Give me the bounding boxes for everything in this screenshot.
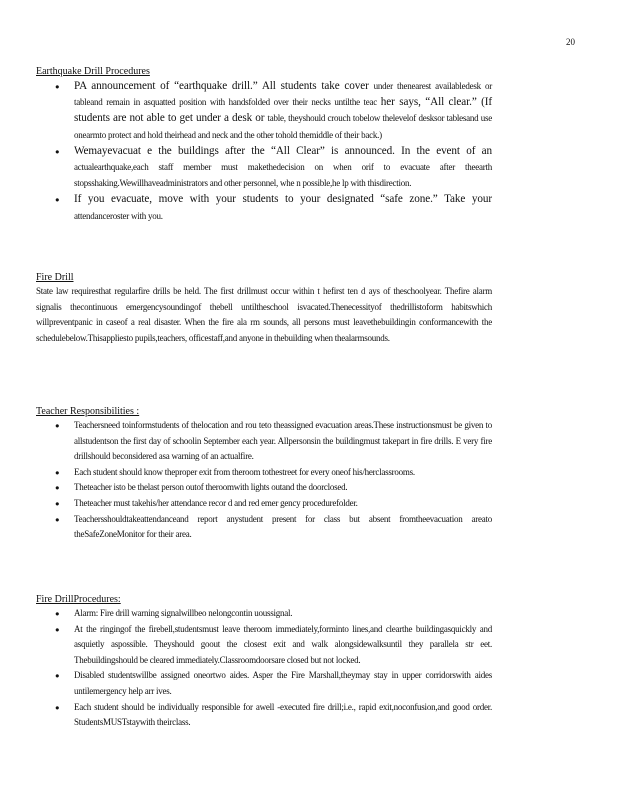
list-item: ● Teachersshouldtakeattendanceand report anystudent present for class but absent fromtheevacuation areato theSafeZoneMonitor for their area. — [36, 512, 492, 543]
list-item: ● Theteacher must takehis/her attendance recor d and red emer gency procedurefolder. — [36, 496, 492, 512]
fire-drill-procedures-list — [36, 606, 492, 731]
earthquake-item — [36, 78, 492, 143]
page-number: 20 — [566, 37, 575, 47]
text-run: PA announcement of “earthquake drill.” All students take cover — [74, 80, 374, 92]
list-item: ● Disabled studentswillbe assigned oneortwo aides. Asper the Fire Marshall,theymay stay in upper corridorswith aides untilemergency help arr ives. — [36, 668, 492, 699]
teacher-responsibilities-heading: Teacher Responsibilities : — [36, 406, 140, 417]
earthquake-section — [36, 65, 492, 224]
list-item: ● Alarm: Fire drill warning signalwillbeo nelongcontin uoussignal. — [36, 606, 492, 622]
text-run: Wemayevacuat e the buildings after the “All Clear” is announced. In the event of an — [74, 144, 492, 157]
fire-drill-heading: Fire Drill — [36, 272, 74, 283]
earthquake-list — [36, 78, 492, 224]
list-item: ● Teachersneed toinformstudents of thelocation and rou teto theassigned evacuation areas.These instructionsmust be given to allstudentson the first day of schoolin September each year. Allpersonsin the buildingmust takepart in fire drills. E very fire drillshould beconsidered asa warning of an actualfire. — [36, 418, 492, 465]
text-run: actualearthquake,each staff member must makethedecision on when orif to evacuate after theearth stopsshaking.Wewillhaveadministrators and other personnel, whe n possible,he lp with thisdirection. — [74, 162, 492, 189]
text-run: table, theyshould crouch tobelow thelevelof desksor tablesand use onearmto protect and hold theirhead and neck and the other tohold themiddle of their back.) — [74, 113, 492, 140]
fire-drill-paragraph: State law requiresthat regularfire drills be held. The first drillmust occur within t hefirst ten d ays of theschoolyear. Thefire alarm signalis thecontinuous emergencysoundingof thebell untiltheschool isvacated.Thenecessityof thedrillistoform habitswhich willpreventpanic in caseof a real disaster. When the fire ala rm sounds, all persons must leavethebuildingin conformancewith the schedulebelow.Thisappliesto pupils,teachers, officestaff,and anyone in thebuilding when thealarmsounds. — [36, 286, 492, 343]
earthquake-heading: Earthquake Drill Procedures — [36, 66, 150, 77]
fire-drill-procedures-heading: Fire DrillProcedures: — [36, 594, 121, 605]
list-item: ● Theteacher isto be thelast person outof theroomwith lights outand the doorclosed. — [36, 480, 492, 496]
text-run: attendanceroster with you. — [74, 210, 163, 221]
fire-drill-section — [36, 271, 492, 346]
text-run: her says, “All clear.” (If students are not able to get under a desk or — [74, 96, 493, 125]
list-item: ● Each student should know theproper exit from theroom tothestreet for every oneof his/herclassrooms. — [36, 465, 492, 481]
earthquake-item — [36, 143, 492, 192]
text-run: under thenearest availabledesk or tableand remain in asquatted position with handsfolded over their necks untilthe teac — [74, 81, 492, 108]
teacher-responsibilities-list — [36, 418, 492, 543]
teacher-responsibilities-section — [36, 405, 492, 543]
earthquake-item — [36, 191, 492, 223]
text-run: If you evacuate, move with your students to your designated “safe zone.” Take your — [74, 193, 492, 206]
list-item: ● At the ringingof the firebell,studentsmust leave theroom immediately,forminto lines,and clearthe buildingasquickly and asquietly aspossible. Theyshould goout the closest exit and walk alongsidewalksuntil they parallela str eet. Thebuildingshould be cleared immediately.Classroomdoorsare closed but not locked. — [36, 622, 492, 669]
list-item: ● Each student should be individually responsible for awell -executed fire drill;i.e., rapid exit,noconfusion,and good order. StudentsMUSTstaywith theirclass. — [36, 700, 492, 731]
fire-drill-procedures-section — [36, 593, 492, 731]
